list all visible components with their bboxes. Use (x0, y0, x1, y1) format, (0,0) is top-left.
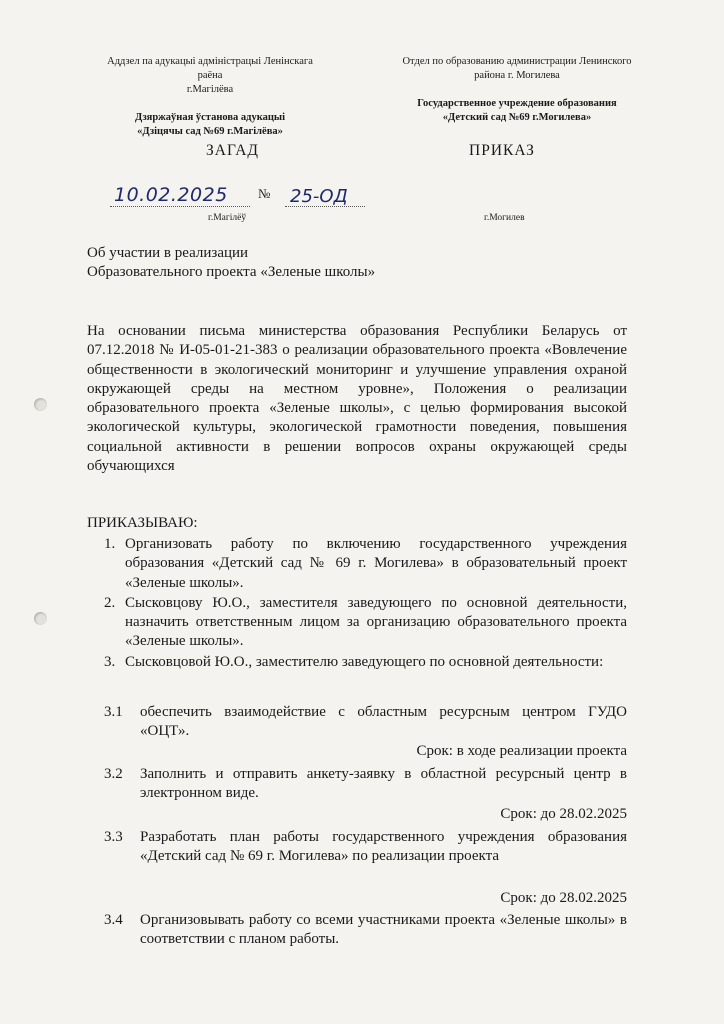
deadline-3-2: Срок: до 28.02.2025 (500, 806, 627, 822)
subitem-number: 3.4 (104, 912, 123, 928)
handwritten-number: 25-ОД (290, 186, 348, 207)
header-left-institution-name: «Дзіцячы сад №69 г.Магілёва» (137, 126, 283, 137)
header-right-institution: Государственное учреждение образования (417, 98, 617, 109)
order-word: ПРИКАЗЫВАЮ: (87, 515, 198, 531)
header-right-dept: Отдел по образованию администрации Ленинского (402, 56, 632, 67)
item-text: Организовать работу по включению государственного учреждения образования «Детский сад № 69 г. Могилева» в образовательный проект «Зеленые школы». (125, 536, 627, 591)
punch-hole (34, 398, 47, 411)
title-line-1: Об участии в реализации (87, 245, 249, 261)
subitem (104, 911, 627, 950)
subitem-text: Заполнить и отправить анкету-заявку в областной ресурсный центр в электронном виде. (140, 766, 627, 802)
place-belarusian: г.Магілёў (208, 213, 247, 223)
handwritten-date: 10.02.2025 (114, 184, 228, 206)
document-title (87, 244, 375, 282)
subitem-number: 3.2 (104, 766, 123, 782)
order-items-list (94, 535, 627, 673)
subitem (104, 765, 627, 804)
item-number: 3. (104, 653, 116, 670)
number-sign: № (258, 186, 271, 201)
list-item (94, 653, 627, 672)
header-right-district: района г. Могилева (474, 70, 560, 81)
doc-type-russian: ПРИКАЗ (469, 142, 535, 159)
preamble-paragraph: На основании письма министерства образования Республики Беларусь от 07.12.2018 № И-05-01-21-383 о реализации образовательного проекта «Вовлечение общественности в экологический мониторинг и улучшение управления охраной окружающей среды на местном уровне», Положения о реализации образовательного проекта «Зеленые школы», с целью формирования высокой экологической культуры, экологической грамотности поведения, повышения социальной активности в решении вопросов охраны окружающей среды обучающихся (87, 323, 627, 475)
subitem-number: 3.1 (104, 704, 123, 720)
header-left-dept: Аддзел па адукацыі адміністрацыі Ленінскага раёна (107, 56, 313, 81)
item-text: Сысковцову Ю.О., заместителя заведующего по основной деятельности, назначить ответственным лицом за организацию образовательного проекта «Зеленые школы». (125, 594, 627, 650)
item-number: 1. (104, 536, 116, 552)
header-right-institution-name: «Детский сад №69 г.Могилева» (442, 112, 592, 123)
doc-type-belarusian: ЗАГАД (206, 142, 259, 159)
place-russian: г.Могилев (484, 213, 525, 223)
header-left-institution: Дзяржаўная ўстанова адукацыі (134, 112, 286, 123)
item-number: 2. (104, 594, 116, 611)
header-right-russian (382, 55, 652, 125)
subitem (104, 828, 627, 867)
title-line-2: Образовательного проекта «Зеленые школы» (87, 264, 376, 280)
header-left-belarusian (100, 55, 320, 139)
list-item (94, 535, 627, 593)
subitem (104, 703, 627, 742)
deadline-3-1: Срок: в ходе реализации проекта (416, 743, 627, 759)
deadline-3-3: Срок: до 28.02.2025 (500, 890, 627, 906)
list-item (94, 594, 627, 652)
subitem-text: Организовывать работу со всеми участниками проекта «Зеленые школы» в соответствии с планом работы. (140, 912, 627, 948)
item-text: Сысковцовой Ю.О., заместителю заведующего по основной деятельности: (125, 653, 604, 670)
subitem-text: Разработать план работы государственного учреждения образования «Детский сад № 69 г. Могилева» по реализации проекта (140, 829, 627, 865)
subitem-text: обеспечить взаимодействие с областным ресурсным центром ГУДО «ОЦТ». (140, 704, 627, 740)
date-underline (110, 206, 250, 207)
subitem-number: 3.3 (104, 829, 123, 845)
punch-hole (34, 612, 47, 625)
header-left-city: г.Магілёва (186, 84, 234, 95)
